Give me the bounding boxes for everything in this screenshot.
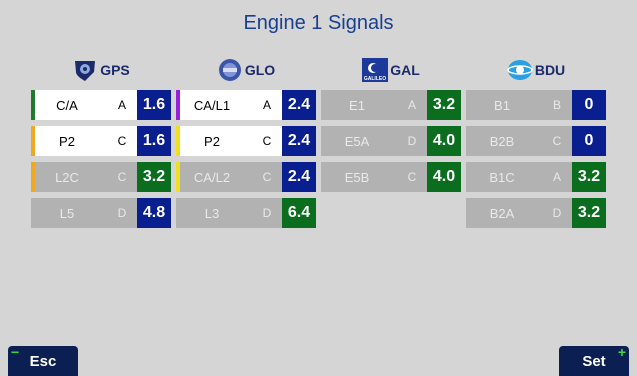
signal-name: P2	[204, 133, 220, 149]
signal-code: A	[117, 98, 126, 112]
signal-name: P2	[59, 133, 75, 149]
signal-value: 3.2	[137, 162, 171, 192]
signal-code: A	[407, 98, 416, 112]
minus-icon: −	[11, 344, 20, 360]
constellation-header	[321, 56, 461, 84]
signal-value: 2.4	[282, 126, 316, 156]
signal-row-p2[interactable]	[31, 126, 171, 156]
signal-value: 0	[572, 126, 606, 156]
signal-code: C	[117, 170, 127, 184]
signal-code: B	[552, 98, 561, 112]
signal-value: 3.2	[427, 90, 461, 120]
signal-code: D	[117, 206, 127, 220]
signal-row-ca[interactable]	[31, 90, 171, 120]
plus-icon: +	[617, 344, 626, 360]
signal-code: D	[262, 206, 272, 220]
set-button[interactable]	[559, 346, 629, 376]
signal-code: C	[552, 134, 562, 148]
esc-label: Esc	[29, 352, 57, 370]
svg-text:GALILEO: GALILEO	[364, 76, 387, 82]
signal-code: D	[552, 206, 562, 220]
beidou-logo-icon	[507, 58, 533, 82]
page-title: Engine 1 Signals	[243, 12, 394, 34]
signal-name: CA/L1	[193, 97, 231, 113]
constellation-header	[466, 56, 606, 84]
constellation-column-bdu	[466, 56, 606, 228]
signal-name: C/A	[56, 97, 78, 113]
signal-value: 2.4	[282, 90, 316, 120]
constellation-header	[31, 56, 171, 84]
signal-name: E5A	[344, 133, 370, 149]
signal-row-p2[interactable]	[176, 126, 316, 156]
signal-value: 2.4	[282, 162, 316, 192]
signal-code: C	[117, 134, 127, 148]
signal-code: C	[407, 170, 417, 184]
constellation-label: GLO	[244, 62, 276, 78]
signal-value: 1.6	[137, 90, 171, 120]
constellation-label: GAL	[390, 62, 420, 78]
signal-name: L3	[204, 205, 220, 221]
constellation-header	[176, 56, 316, 84]
signal-name: B2B	[489, 133, 515, 149]
signal-row-cal2[interactable]	[176, 162, 316, 192]
signal-row-l5[interactable]	[31, 198, 171, 228]
signal-row-l2c[interactable]	[31, 162, 171, 192]
constellation-label: BDU	[534, 62, 566, 78]
set-label: Set	[582, 352, 606, 370]
signal-value: 6.4	[282, 198, 316, 228]
signal-code: A	[262, 98, 271, 112]
signal-name: CA/L2	[193, 169, 231, 185]
signal-name: B2A	[489, 205, 515, 221]
signal-name: B1C	[489, 169, 515, 185]
signal-name: E5B	[344, 169, 370, 185]
signal-row-l3[interactable]	[176, 198, 316, 228]
constellation-column-glo	[176, 56, 316, 228]
signal-row-b2a[interactable]	[466, 198, 606, 228]
signal-row-b1[interactable]	[466, 90, 606, 120]
signal-value: 4.0	[427, 162, 461, 192]
signal-name: L2C	[55, 169, 79, 185]
signal-value: 3.2	[572, 198, 606, 228]
esc-button[interactable]	[8, 346, 78, 376]
signal-value: 3.2	[572, 162, 606, 192]
signal-name: E1	[349, 97, 365, 113]
gps-logo-icon	[72, 58, 98, 82]
signal-value: 1.6	[137, 126, 171, 156]
signal-row-cal1[interactable]	[176, 90, 316, 120]
signal-name: L5	[59, 205, 75, 221]
constellation-label: GPS	[100, 62, 130, 78]
signal-code: A	[552, 170, 561, 184]
signal-code: C	[262, 170, 272, 184]
constellation-column-gps	[31, 56, 171, 228]
glonass-logo-icon	[217, 58, 243, 82]
signal-row-e5b[interactable]	[321, 162, 461, 192]
signal-row-e1[interactable]	[321, 90, 461, 120]
signal-row-b2b[interactable]	[466, 126, 606, 156]
signal-row-b1c[interactable]	[466, 162, 606, 192]
signal-row-e5a[interactable]	[321, 126, 461, 156]
constellation-column-gal	[321, 56, 461, 192]
signal-name: B1	[494, 97, 510, 113]
signal-value: 0	[572, 90, 606, 120]
signal-value: 4.0	[427, 126, 461, 156]
signal-code: C	[262, 134, 272, 148]
signal-code: D	[407, 134, 417, 148]
signal-value: 4.8	[137, 198, 171, 228]
galileo-logo-icon	[362, 58, 388, 82]
